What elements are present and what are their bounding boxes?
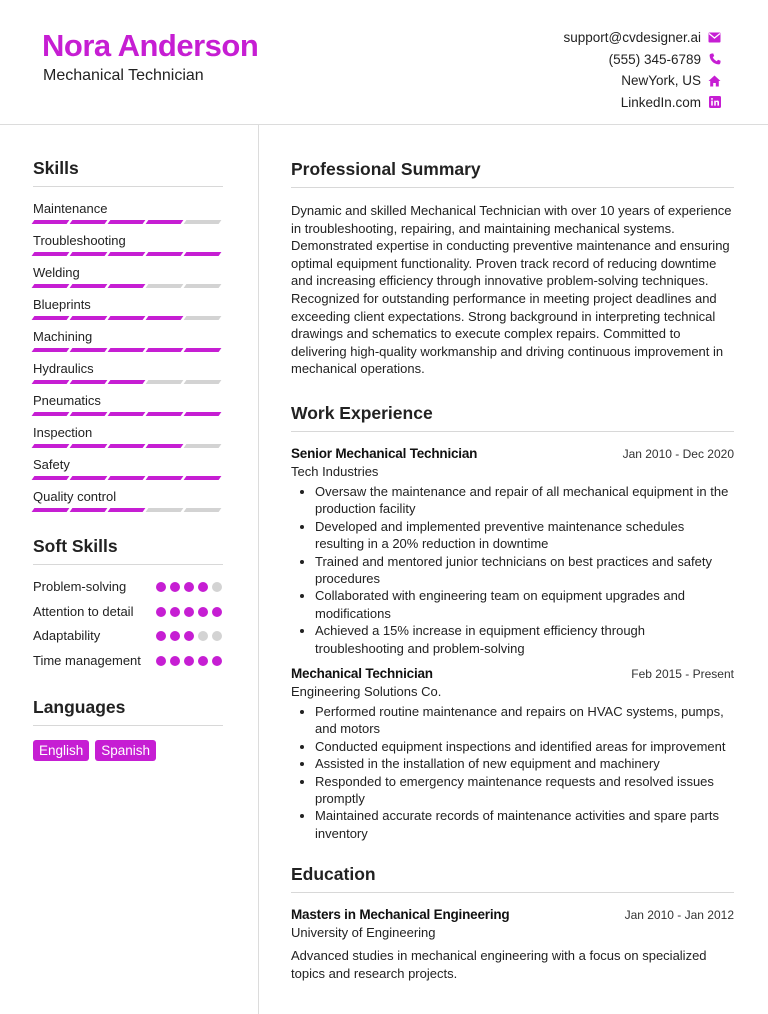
skill-level-bar <box>33 508 223 512</box>
skill-label: Quality control <box>33 489 117 504</box>
skill-segment-filled <box>146 252 184 256</box>
job-title: Senior Mechanical Technician <box>291 445 478 461</box>
skills-list <box>33 201 223 513</box>
skill-segment-filled <box>108 316 146 320</box>
contact-block <box>563 27 721 113</box>
languages-heading: Languages <box>33 697 223 726</box>
column-divider <box>258 124 259 1014</box>
skill-level-bar <box>33 412 223 416</box>
rating-dot-filled <box>184 656 194 666</box>
rating-dot-filled <box>198 656 208 666</box>
skill-segment-empty <box>146 380 184 384</box>
rating-dot-filled <box>156 582 166 592</box>
skill-label: Safety <box>33 457 70 472</box>
skill-segment-filled <box>184 348 222 352</box>
skill-segment-filled <box>32 252 70 256</box>
skill-label: Pneumatics <box>33 393 101 408</box>
skill-level-bar <box>33 220 223 224</box>
languages-list <box>33 740 223 761</box>
skill-segment-filled <box>70 284 108 288</box>
job-bullet: • Performed routine maintenance and repairs on HVAC systems, pumps, and motors <box>315 703 734 738</box>
soft-skill-item <box>33 652 223 670</box>
skill-segment-empty <box>184 380 222 384</box>
sidebar <box>33 124 223 761</box>
skill-segment-filled <box>70 444 108 448</box>
rating-dot-filled <box>212 607 222 617</box>
skill-label: Hydraulics <box>33 361 94 376</box>
skill-level-bar <box>33 284 223 288</box>
skill-item <box>33 201 223 225</box>
skill-item <box>33 329 223 353</box>
job-bullet: • Oversaw the maintenance and repair of all mechanical equipment in the production facility <box>315 483 734 518</box>
job-bullets <box>291 703 734 842</box>
skill-item <box>33 393 223 417</box>
job-bullet: • Collaborated with engineering team on equipment upgrades and modifications <box>315 587 734 622</box>
contact-linkedin-text: LinkedIn.com <box>620 94 701 110</box>
skill-segment-filled <box>108 444 146 448</box>
skill-segment-filled <box>70 220 108 224</box>
skill-segment-filled <box>146 220 184 224</box>
skill-segment-filled <box>108 380 146 384</box>
skill-item <box>33 297 223 321</box>
summary-text: Dynamic and skilled Mechanical Technician with over 10 years of experience in troubleshooting, repairing, and maintaining mechanical systems. Demonstrated expertise in conducting preventive maintenance and ensuring optimal equipment functionality. Proven track record of reducing downtime and increasing efficiency through innovative problem-solving techniques. Recognized for outstanding performance in meeting project deadlines and exceeding client expectations. Strong background in interpreting technical drawings and schematics to execute complex repairs. Committed to delivering high-quality workmanship and driving continuous improvement in mechanical operations. <box>291 203 732 377</box>
soft-skill-label: Problem-solving <box>33 579 127 594</box>
soft-skill-rating <box>156 656 222 666</box>
summary-heading: Professional Summary <box>291 159 734 188</box>
skill-segment-filled <box>32 412 70 416</box>
language-tag: English <box>33 740 89 761</box>
resume-header <box>0 0 768 125</box>
skill-segment-filled <box>70 316 108 320</box>
skill-segment-filled <box>146 348 184 352</box>
candidate-role: Mechanical Technician <box>43 67 204 84</box>
soft-skill-item <box>33 627 223 645</box>
rating-dot-filled <box>156 607 166 617</box>
skill-segment-filled <box>32 348 70 352</box>
rating-dot-filled <box>170 656 180 666</box>
contact-email[interactable] <box>563 27 721 49</box>
skill-segment-filled <box>108 476 146 480</box>
contact-linkedin[interactable] <box>563 92 721 114</box>
soft-skill-rating <box>156 607 222 617</box>
rating-dot-filled <box>198 582 208 592</box>
skill-segment-filled <box>70 476 108 480</box>
skill-segment-filled <box>184 476 222 480</box>
skill-segment-filled <box>70 252 108 256</box>
job-date: Jan 2010 - Dec 2020 <box>622 446 734 461</box>
skill-segment-empty <box>184 508 222 512</box>
skill-segment-empty <box>184 220 222 224</box>
rating-dot-filled <box>170 607 180 617</box>
job-bullet: • Developed and implemented preventive maintenance schedules resulting in a 20% reduction in downtime <box>315 518 734 553</box>
skill-level-bar <box>33 476 223 480</box>
skill-level-bar <box>33 380 223 384</box>
skill-segment-filled <box>70 348 108 352</box>
skill-item <box>33 489 223 513</box>
rating-dot-filled <box>184 607 194 617</box>
skill-segment-filled <box>146 412 184 416</box>
skill-segment-filled <box>146 444 184 448</box>
skill-segment-filled <box>70 508 108 512</box>
job-title: Mechanical Technician <box>291 666 433 681</box>
skill-segment-filled <box>108 220 146 224</box>
skill-segment-filled <box>32 444 70 448</box>
skill-segment-filled <box>32 220 70 224</box>
soft-skill-rating <box>156 582 222 592</box>
skill-segment-filled <box>70 380 108 384</box>
education-entry <box>291 907 734 982</box>
skill-level-bar <box>33 252 223 256</box>
rating-dot-filled <box>170 582 180 592</box>
job-bullet: • Achieved a 15% increase in equipment efficiency through troubleshooting and problem-solving <box>315 622 734 657</box>
job-bullet: • Responded to emergency maintenance requests and resolved issues promptly <box>315 773 734 808</box>
skill-segment-empty <box>184 444 222 448</box>
rating-dot-filled <box>212 656 222 666</box>
soft-skill-label: Attention to detail <box>33 603 134 619</box>
skills-heading: Skills <box>33 158 223 187</box>
rating-dot-empty <box>198 631 208 641</box>
education-degree: Masters in Mechanical Engineering <box>291 907 510 923</box>
rating-dot-empty <box>212 631 222 641</box>
rating-dot-filled <box>184 582 194 592</box>
rating-dot-filled <box>156 656 166 666</box>
skill-segment-empty <box>184 316 222 320</box>
skill-label: Inspection <box>33 425 93 440</box>
job-entry <box>291 666 734 842</box>
skill-segment-empty <box>146 508 184 512</box>
education-description: Advanced studies in mechanical engineering with a focus on specialized topics and research projects. <box>291 948 707 981</box>
job-bullets <box>291 483 734 657</box>
soft-skills-list <box>33 578 223 669</box>
job-entry <box>291 446 734 657</box>
skill-segment-filled <box>32 380 70 384</box>
education-date: Jan 2010 - Jan 2012 <box>624 908 734 923</box>
skill-segment-filled <box>32 476 70 480</box>
contact-phone[interactable] <box>563 49 721 71</box>
education-heading: Education <box>291 864 734 893</box>
skill-level-bar <box>33 348 223 352</box>
job-company: Tech Industries <box>291 463 379 479</box>
job-company: Engineering Solutions Co. <box>291 684 442 699</box>
phone-icon <box>708 53 721 66</box>
skill-item <box>33 265 223 289</box>
rating-dot-filled <box>198 607 208 617</box>
skill-segment-empty <box>146 284 184 288</box>
home-icon <box>708 74 721 87</box>
job-bullet: • Maintained accurate records of maintenance activities and spare parts inventory <box>315 807 734 842</box>
soft-skill-item <box>33 603 223 621</box>
skill-segment-filled <box>108 508 146 512</box>
skill-segment-empty <box>184 284 222 288</box>
skill-item <box>33 361 223 385</box>
job-bullet: • Conducted equipment inspections and identified areas for improvement <box>315 738 734 755</box>
skill-label: Troubleshooting <box>33 233 126 248</box>
linkedin-icon <box>708 96 721 109</box>
skill-segment-filled <box>108 252 146 256</box>
skill-item <box>33 457 223 481</box>
job-bullet: • Assisted in the installation of new equipment and machinery <box>315 755 734 772</box>
rating-dot-filled <box>184 631 194 641</box>
language-tag: Spanish <box>95 740 156 761</box>
skill-level-bar <box>33 444 223 448</box>
candidate-name: Nora Anderson <box>42 28 259 63</box>
skill-item <box>33 425 223 449</box>
skill-segment-filled <box>108 412 146 416</box>
soft-skills-heading: Soft Skills <box>33 536 223 565</box>
skill-segment-filled <box>146 476 184 480</box>
envelope-icon <box>708 31 721 44</box>
job-bullet: • Trained and mentored junior technicians on best practices and safety procedures <box>315 553 734 588</box>
contact-location-text: NewYork, US <box>621 73 701 89</box>
soft-skill-label: Adaptability <box>33 628 101 643</box>
soft-skill-rating <box>156 631 222 641</box>
skill-segment-filled <box>146 316 184 320</box>
education-school: University of Engineering <box>291 925 436 941</box>
rating-dot-filled <box>170 631 180 641</box>
soft-skill-item <box>33 578 223 596</box>
job-date: Feb 2015 - Present <box>631 667 734 681</box>
skill-label: Maintenance <box>33 201 108 216</box>
contact-phone-text: (555) 345-6789 <box>608 51 701 67</box>
skill-level-bar <box>33 316 223 320</box>
skill-segment-filled <box>32 316 70 320</box>
soft-skill-label: Time management <box>33 652 141 668</box>
contact-location <box>563 70 721 92</box>
skill-segment-filled <box>32 508 70 512</box>
skill-label: Machining <box>33 329 93 344</box>
rating-dot-filled <box>156 631 166 641</box>
skill-label: Welding <box>33 265 80 280</box>
skill-segment-filled <box>108 348 146 352</box>
skill-segment-filled <box>184 412 222 416</box>
main-content <box>291 124 734 982</box>
rating-dot-empty <box>212 582 222 592</box>
skill-segment-filled <box>184 252 222 256</box>
contact-email-text: support@cvdesigner.ai <box>563 30 701 46</box>
skill-label: Blueprints <box>33 297 91 312</box>
skill-segment-filled <box>108 284 146 288</box>
skill-segment-filled <box>70 412 108 416</box>
skill-segment-filled <box>32 284 70 288</box>
skill-item <box>33 233 223 257</box>
work-heading: Work Experience <box>291 403 734 432</box>
